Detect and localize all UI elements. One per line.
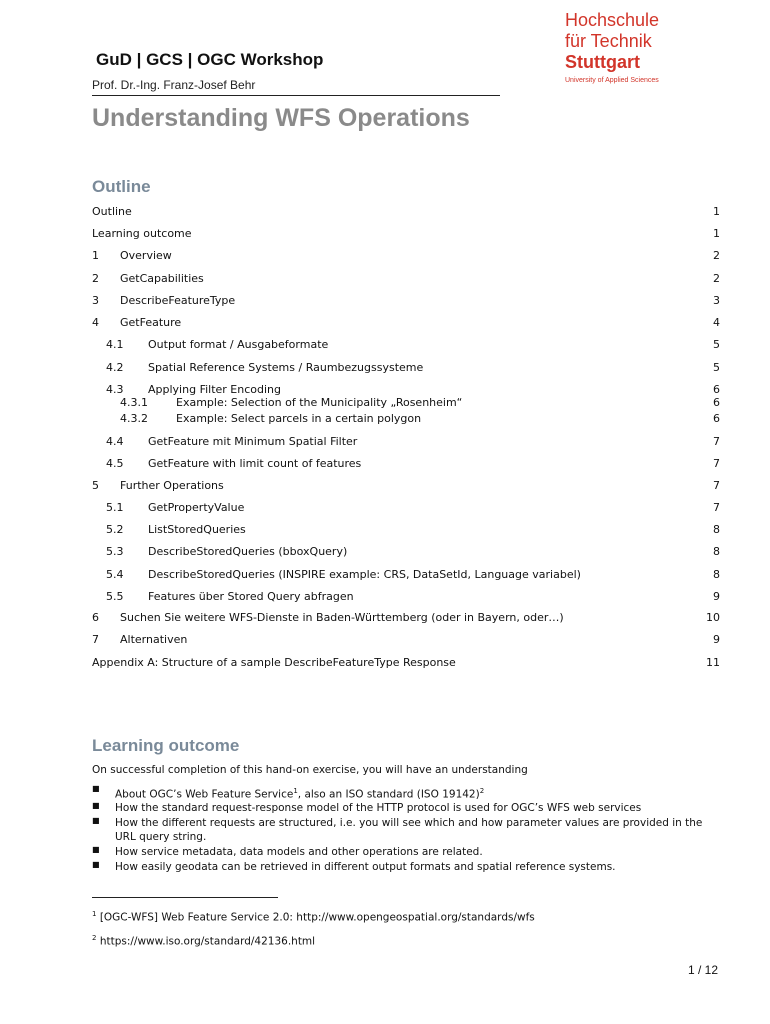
toc-entry-number: 6: [92, 611, 99, 624]
toc-entry-title: Spatial Reference Systems / Raumbezugssysteme: [148, 361, 424, 374]
bullet-text: How service metadata, data models and other operations are related.: [115, 846, 483, 858]
toc-entry[interactable]: [92, 457, 720, 471]
logo-line-1: Hochschule: [565, 10, 660, 30]
bullet-text: How easily geodata can be retrieved in different output formats and spatial reference systems.: [115, 861, 616, 873]
toc-entry-number: 4.3.2: [120, 412, 148, 425]
learning-outcome-heading: Learning outcome: [92, 736, 240, 755]
toc-entry-page: 11: [706, 656, 720, 669]
toc-entry-title: GetPropertyValue: [148, 501, 245, 514]
toc-entry-title: Features über Stored Query abfragen: [148, 590, 354, 603]
toc-entry-number: 5.1: [106, 501, 124, 514]
toc-entry-number: 4.5: [106, 457, 124, 470]
page-number: 1 / 12: [687, 963, 718, 977]
toc-entry-title: DescribeFeatureType: [120, 294, 236, 307]
toc-entry[interactable]: [92, 412, 720, 426]
toc-entry-page: 7: [713, 479, 720, 492]
toc-entry-title: GetFeature: [120, 316, 182, 329]
header-author: Prof. Dr.-Ing. Franz-Josef Behr: [92, 78, 256, 92]
toc-entry-number: 4: [92, 316, 99, 329]
toc-entry-title: Outline: [92, 205, 132, 218]
toc-entry[interactable]: [92, 227, 720, 241]
toc-entry-title: Example: Selection of the Municipality „Rosenheim“: [176, 396, 463, 409]
learning-intro: On successful completion of this hand-on exercise, you will have an understanding: [92, 764, 528, 776]
toc-entry-title: Alternativen: [120, 633, 188, 646]
toc-entry[interactable]: [92, 361, 720, 375]
toc-entry[interactable]: [92, 633, 720, 647]
toc-entry-page: 5: [713, 338, 720, 351]
footnote-text: [OGC-WFS] Web Feature Service 2.0: http://www.opengeospatial.org/standards/wfs: [99, 911, 535, 924]
toc-entry-title: Applying Filter Encoding: [148, 383, 281, 396]
toc-entry[interactable]: [92, 338, 720, 352]
toc-entry-page: 9: [713, 590, 720, 603]
toc-entry-page: 10: [706, 611, 720, 624]
bullet-text: How the standard request-response model of the HTTP protocol is used for OGC’s WFS web services: [115, 802, 642, 814]
toc-entry[interactable]: [92, 479, 720, 493]
footnote-mark: 2: [92, 934, 97, 942]
toc-entry-title: Learning outcome: [92, 227, 192, 240]
footnote-ref-2[interactable]: 2: [479, 787, 485, 795]
toc-entry-number: 3: [92, 294, 99, 307]
toc-entry-title: Suchen Sie weitere WFS-Dienste in Baden-Württemberg (oder in Bayern, oder…): [120, 611, 564, 624]
toc-entry[interactable]: [92, 205, 720, 219]
logo-line-2: für Technik: [565, 31, 652, 51]
toc-entry[interactable]: [92, 396, 720, 410]
toc-entry-page: 7: [713, 501, 720, 514]
toc-entry-page: 3: [713, 294, 720, 307]
document-title: Understanding WFS Operations: [92, 104, 470, 132]
bullet-mark: ■: [92, 801, 100, 810]
toc-entry-title: DescribeStoredQueries (INSPIRE example: CRS, DataSetId, Language variabel): [148, 568, 581, 581]
toc-entry[interactable]: [92, 435, 720, 449]
bullet-mark: ■: [92, 860, 100, 869]
toc-entry[interactable]: [92, 568, 720, 582]
toc-entry[interactable]: [92, 294, 720, 308]
footnote-text: https://www.iso.org/standard/42136.html: [99, 935, 316, 948]
toc-entry[interactable]: [92, 656, 720, 670]
toc-entry-number: 4.1: [106, 338, 124, 351]
toc-entry-number: 5.5: [106, 590, 124, 603]
footnote-1: [92, 910, 535, 924]
toc-entry-page: 8: [713, 523, 720, 536]
toc-entry-page: 1: [713, 205, 720, 218]
bullet-text: About OGC’s Web Feature Service: [115, 788, 294, 801]
toc-entry[interactable]: [92, 523, 720, 537]
toc-entry-title: Output format / Ausgabeformate: [148, 338, 329, 351]
toc-entry-title: Overview: [120, 249, 172, 262]
toc-entry-number: 4.2: [106, 361, 124, 374]
toc-entry-page: 8: [713, 545, 720, 558]
toc-entry-page: 4: [713, 316, 720, 329]
toc-entry-page: 9: [713, 633, 720, 646]
toc-entry-page: 6: [713, 396, 720, 409]
toc-entry-page: 7: [713, 457, 720, 470]
footnote-mark: 1: [92, 910, 97, 918]
toc-entry-title: GetCapabilities: [120, 272, 204, 285]
toc-entry-number: 5.3: [106, 545, 124, 558]
toc-entry[interactable]: [92, 249, 720, 263]
toc-entry-number: 5: [92, 479, 99, 492]
bullet-text-cont: , also an ISO standard (ISO 19142): [297, 788, 480, 801]
toc-entry-page: 1: [713, 227, 720, 240]
toc-entry-number: 4.4: [106, 435, 124, 448]
bullet-mark: ■: [92, 845, 100, 854]
toc-entry-title: Example: Select parcels in a certain polygon: [176, 412, 422, 425]
bullet-text: How the different requests are structured, i.e. you will see which and how parameter values are provided in the URL query string.: [115, 817, 703, 843]
toc-entry-title: DescribeStoredQueries (bboxQuery): [148, 545, 348, 558]
toc-entry[interactable]: [92, 611, 720, 625]
toc-entry-title: Further Operations: [120, 479, 224, 492]
toc-entry-title: Appendix A: Structure of a sample DescribeFeatureType Response: [92, 656, 456, 669]
toc-entry-page: 2: [713, 272, 720, 285]
toc-entry-number: 7: [92, 633, 99, 646]
toc-entry-page: 5: [713, 361, 720, 374]
toc-entry-number: 5.2: [106, 523, 124, 536]
toc-entry-page: 2: [713, 249, 720, 262]
toc-entry-title: GetFeature mit Minimum Spatial Filter: [148, 435, 358, 448]
footnote-divider: [92, 897, 278, 898]
footnote-ref-1[interactable]: 1: [293, 787, 298, 795]
toc-entry[interactable]: [92, 545, 720, 559]
header-title: GuD | GCS | OGC Workshop: [96, 50, 324, 69]
bullet-mark: ■: [92, 816, 100, 825]
footnote-2: [92, 934, 315, 948]
toc-entry-title: GetFeature with limit count of features: [148, 457, 362, 470]
toc-entry-number: 5.4: [106, 568, 124, 581]
toc-entry-number: 4.3.1: [120, 396, 148, 409]
toc-entry[interactable]: [92, 383, 720, 397]
toc-entry-page: 7: [713, 435, 720, 448]
toc-entry-title: ListStoredQueries: [148, 523, 246, 536]
toc-entry-page: 8: [713, 568, 720, 581]
toc-entry[interactable]: [92, 501, 720, 515]
toc-entry-number: 2: [92, 272, 99, 285]
logo-subtitle: University of Applied Sciences: [565, 77, 659, 84]
logo-line-3: Stuttgart: [565, 52, 640, 72]
university-logo: [565, 10, 725, 84]
toc-entry[interactable]: [92, 590, 720, 604]
bullet-mark: ■: [92, 784, 100, 793]
toc-entry[interactable]: [92, 316, 720, 330]
toc-entry-page: 6: [713, 383, 720, 396]
header-divider: [92, 95, 500, 96]
toc-entry-page: 6: [713, 412, 720, 425]
toc-entry-number: 1: [92, 249, 99, 262]
outline-heading: Outline: [92, 177, 151, 196]
toc-entry-number: 4.3: [106, 383, 124, 396]
toc-entry[interactable]: [92, 272, 720, 286]
